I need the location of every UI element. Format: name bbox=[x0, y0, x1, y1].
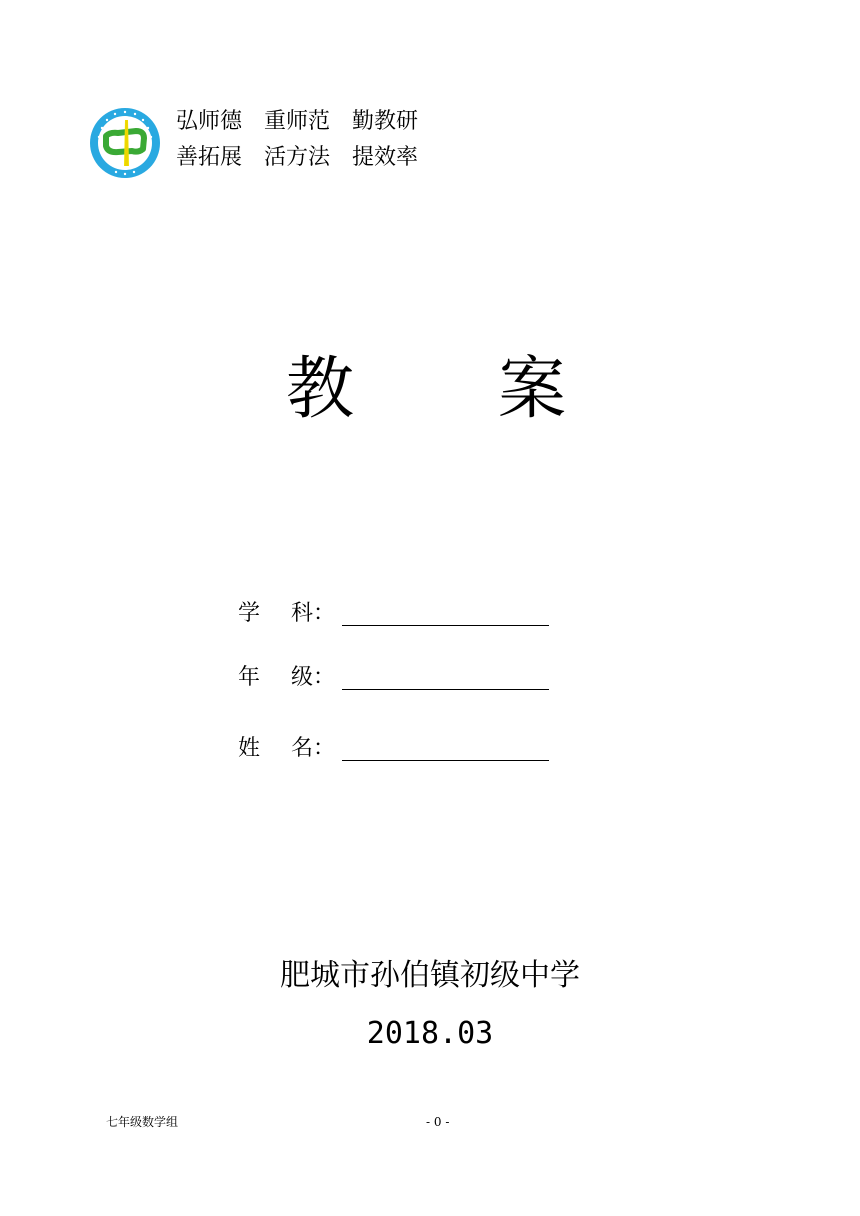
grade-label bbox=[238, 662, 338, 694]
document-title-char-1: 教 bbox=[286, 350, 355, 429]
footer-group-name: 七年级数学组 bbox=[106, 1115, 179, 1129]
motto-phrase: 重师范 bbox=[264, 109, 331, 134]
subject-blank-line[interactable] bbox=[342, 625, 549, 626]
label-char: 年 bbox=[238, 665, 261, 690]
motto-line-2 bbox=[176, 145, 418, 171]
school-emblem-icon bbox=[88, 106, 162, 180]
motto-phrase: 活方法 bbox=[264, 145, 331, 170]
motto-phrase: 善拓展 bbox=[176, 145, 243, 170]
motto-phrase: 弘师德 bbox=[176, 109, 243, 134]
label-char: 名 bbox=[291, 736, 314, 761]
label-char: 学 bbox=[238, 601, 261, 626]
motto-phrase: 勤教研 bbox=[352, 109, 419, 134]
label-char: 级 bbox=[291, 665, 314, 690]
label-char: 科 bbox=[291, 601, 314, 626]
school-name: 肥城市孙伯镇初级中学 bbox=[280, 958, 580, 993]
grade-blank-line[interactable] bbox=[342, 689, 549, 690]
label-colon: ： bbox=[313, 601, 336, 626]
footer-page-number: - 0 - bbox=[426, 1115, 450, 1129]
document-title-char-2: 案 bbox=[498, 350, 567, 429]
name-blank-line[interactable] bbox=[342, 760, 549, 761]
label-colon: ： bbox=[313, 665, 336, 690]
motto-phrase: 提效率 bbox=[352, 145, 419, 170]
label-char: 姓 bbox=[238, 736, 261, 761]
subject-label bbox=[238, 598, 338, 630]
label-colon: ： bbox=[313, 736, 336, 761]
motto-line-1 bbox=[176, 109, 418, 135]
name-label bbox=[238, 733, 338, 765]
document-date: 2018.03 bbox=[366, 1016, 494, 1051]
